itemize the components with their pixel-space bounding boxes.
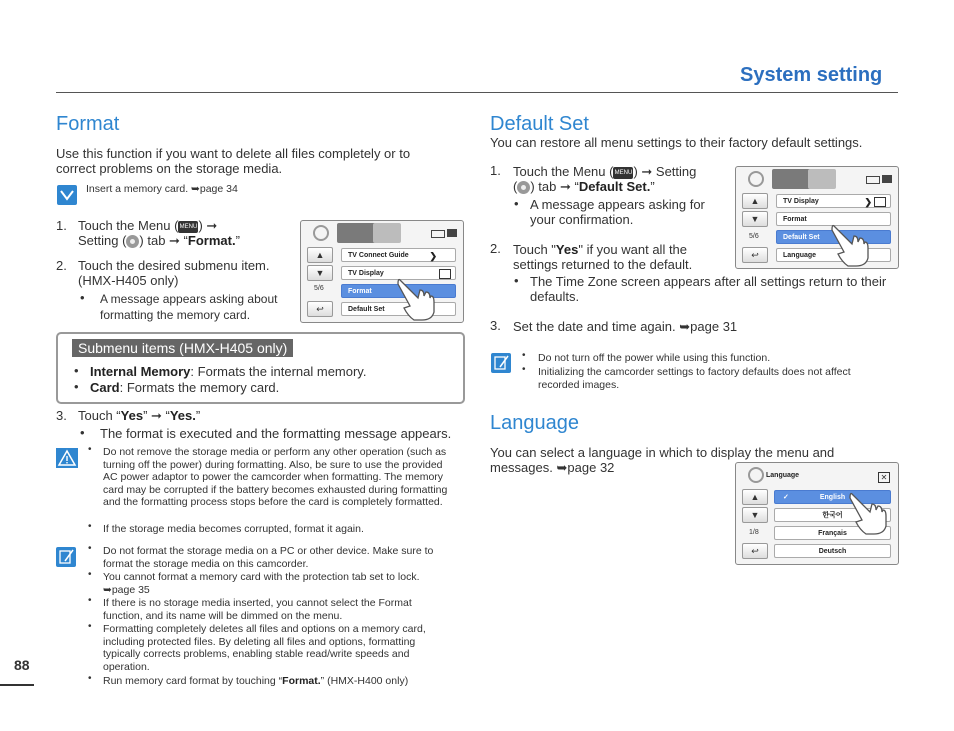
check-icon: ✓ (783, 494, 789, 501)
language-option-english[interactable]: ✓ English (774, 490, 891, 504)
back-button[interactable]: ↩ (742, 247, 768, 263)
bullet-dot: • (522, 364, 526, 375)
language-option-german[interactable]: Deutsch (774, 544, 891, 558)
submenu-card: Card: Formats the memory card. (90, 380, 280, 395)
scroll-up-button[interactable]: ▲ (307, 247, 333, 263)
default-set-step2-text: Touch "Yes" if you want all the settings returned to the default. (513, 242, 693, 272)
menu-item-format[interactable]: Format (776, 212, 891, 226)
format-menu-screen (300, 220, 464, 323)
submenu-title: Submenu items (HMX-H405 only) (72, 339, 293, 357)
memo-note-icon (56, 547, 76, 567)
default-set-note-2: Initializing the camcorder settings to factory defaults does not affect recorded images. (538, 366, 851, 391)
format-step2-text: Touch the desired submenu item. (HMX-H405 only) (78, 258, 270, 288)
format-note-3: If there is no storage media inserted, you cannot select the Format function, and its name will be dimmed on the menu. (103, 597, 412, 622)
scroll-down-button[interactable]: ▼ (742, 507, 768, 523)
scroll-down-button[interactable]: ▼ (307, 265, 333, 281)
menu-item-tv-display[interactable]: TV Display ❯ (776, 194, 891, 208)
language-heading: Language (490, 412, 579, 434)
bullet-dot: • (514, 196, 519, 211)
bullet-dot: • (80, 425, 85, 440)
menu-item-language[interactable]: Language (776, 248, 891, 262)
page-indicator: 1/8 (749, 529, 759, 536)
page-indicator: 5/6 (749, 233, 759, 240)
memory-card-icon (447, 229, 457, 237)
memo-note-icon (491, 353, 511, 373)
settings-gear-icon (748, 171, 764, 187)
format-warning-2: If the storage media becomes corrupted, format it again. (103, 523, 364, 535)
format-note-ref: Insert a memory card. ➥ page 34 (86, 183, 238, 196)
format-step3-number: 3. (56, 408, 67, 423)
format-heading: Format (56, 113, 120, 135)
format-intro: Use this function if you want to delete all files completely or to correct problems on the storage media. (56, 146, 411, 176)
bullet-dot: • (80, 290, 85, 305)
default-set-step1-number: 1. (490, 163, 501, 178)
section-title: System setting (740, 64, 883, 86)
menu-tab (337, 223, 377, 243)
format-step3-text: Touch “Yes” ➞ “Yes.” (78, 408, 201, 423)
bullet-dot: • (88, 569, 92, 580)
bullet-dot: • (88, 621, 92, 632)
battery-icon (866, 176, 880, 184)
format-note-2: You cannot format a memory card with the protection tab set to lock. ➥ page 35 (103, 571, 443, 596)
back-button[interactable]: ↩ (307, 301, 333, 317)
format-step2-bullet: A message appears asking about formatting the memory card. (100, 292, 278, 322)
bullet-dot: • (522, 350, 526, 361)
submenu-internal-memory: Internal Memory: Formats the internal memory. (90, 364, 367, 379)
touch-hand-icon (848, 490, 888, 536)
settings-gear-icon (313, 225, 329, 241)
menu-item-tv-connect-guide[interactable]: TV Connect Guide ❯ (341, 248, 456, 262)
warning-icon (56, 448, 78, 468)
back-button[interactable]: ↩ (742, 543, 768, 559)
format-step1-text: Touch the Menu (MENU) ➞ Setting ( ) tab ➞ “Format.” (78, 218, 240, 248)
bullet-dot: • (88, 543, 92, 554)
page-number: 88 (14, 657, 30, 673)
menu-item-tv-display[interactable]: TV Display (341, 266, 456, 280)
touch-hand-icon (396, 276, 436, 322)
bullet-dot: • (74, 379, 79, 394)
format-note-5: Run memory card format by touching “Format.” (HMX-H400 only) (103, 675, 409, 687)
language-option-french[interactable]: Français (774, 526, 891, 540)
default-set-step3-text: Set the date and time again. ➥ page 31 (513, 319, 737, 334)
language-option-korean[interactable]: 한국어 (774, 508, 891, 522)
bullet-dot: • (88, 444, 92, 455)
tv-display-icon (874, 197, 886, 207)
scroll-up-button[interactable]: ▲ (742, 489, 768, 505)
default-set-step1-bullet: A message appears asking for your confirmation. (530, 197, 705, 227)
default-set-menu-screen (735, 166, 899, 269)
touch-hand-icon (830, 222, 870, 268)
format-note-1: Do not format the storage media on a PC or other device. Make sure to format the storage media on this camcorder. (103, 545, 434, 570)
default-set-intro: You can restore all menu settings to their factory default settings. (490, 135, 863, 150)
bullet-dot: • (514, 273, 519, 288)
bullet-dot: • (74, 363, 79, 378)
battery-icon (431, 230, 445, 238)
format-step1-number: 1. (56, 218, 67, 233)
default-set-step1-text: Touch the Menu (MENU) ➞ Setting ( ) tab ➞ “Default Set.” (513, 164, 697, 194)
menu-tab (772, 169, 812, 189)
bullet-dot: • (88, 521, 92, 532)
scroll-down-button[interactable]: ▼ (742, 211, 768, 227)
format-step3-bullet: The format is executed and the formatting message appears. (100, 426, 452, 441)
format-step2-number: 2. (56, 258, 67, 273)
default-set-note-1: Do not turn off the power while using this function. (538, 352, 771, 364)
close-icon[interactable]: ✕ (878, 472, 890, 483)
default-set-step2-bullet: The Time Zone screen appears after all settings return to their defaults. (530, 274, 887, 304)
language-intro: You can select a language in which to display the menu and messages. ➥ page 32 (490, 445, 870, 475)
page-indicator: 5/6 (314, 285, 324, 292)
page-number-rule (0, 684, 34, 686)
bullet-dot: • (88, 673, 92, 684)
gear-icon (126, 235, 139, 248)
tv-display-icon (439, 269, 451, 279)
default-set-step3-number: 3. (490, 318, 501, 333)
gear-icon (517, 181, 530, 194)
menu-icon: MENU (178, 221, 198, 233)
menu-item-default-set[interactable]: Default Set (776, 230, 891, 244)
format-note-4: Formatting completely deletes all files and options on a memory card, including protected files. By deleting all files and options, formatting typically corrects problems, enabling stable read/write speeds and operation. (103, 623, 426, 673)
setting-tab (373, 223, 401, 243)
default-set-step2-number: 2. (490, 241, 501, 256)
language-screen-title: Language (766, 472, 800, 479)
setting-tab (808, 169, 836, 189)
menu-item-format[interactable]: Format (341, 284, 456, 298)
checkmark-note-icon (57, 185, 77, 205)
bullet-dot: • (88, 595, 92, 606)
format-warning-1: Do not remove the storage media or perform any other operation (such as turning off the power) during formatting. Also, be sure to use the provided AC power adaptor to power the camcorder when formatting. The memory card may be corrupted if the battery becomes exhausted during formatting and the formatting process stops before the card is completely formatted. (103, 446, 448, 508)
header-rule (56, 92, 898, 93)
memory-card-icon (882, 175, 892, 183)
settings-gear-icon (748, 467, 764, 483)
menu-icon: MENU (613, 167, 633, 179)
scroll-up-button[interactable]: ▲ (742, 193, 768, 209)
menu-item-default-set[interactable]: Default Set (341, 302, 456, 316)
default-set-heading: Default Set (490, 113, 589, 135)
